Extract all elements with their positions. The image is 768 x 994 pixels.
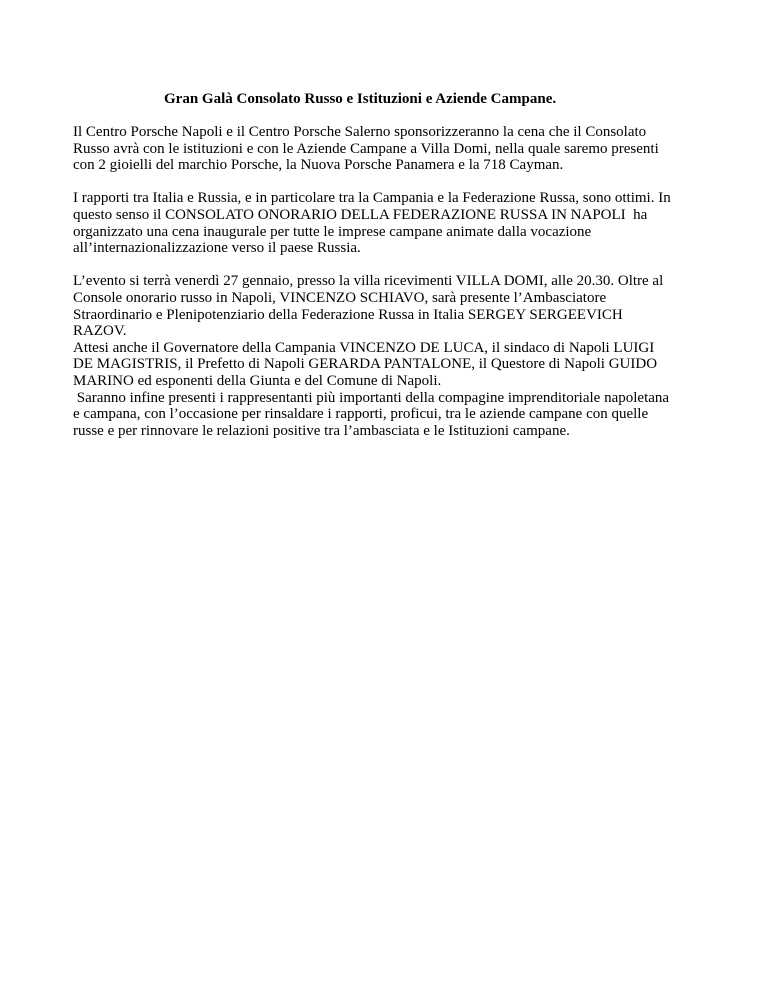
text-line: e campana, con l’occasione per rinsaldare i rapporti, proficui, tra le aziende campane con quelle xyxy=(73,406,649,423)
text-line: Straordinario e Plenipotenziario della Federazione Russa in Italia SERGEY SERGEEVICH xyxy=(73,306,623,323)
text-line: all’internazionalizzazione verso il paese Russia. xyxy=(73,240,361,257)
text-line: MARINO ed esponenti della Giunta e del Comune di Napoli. xyxy=(73,372,442,389)
text-line: Il Centro Porsche Napoli e il Centro Porsche Salerno sponsorizzeranno la cena che il Consolato xyxy=(73,124,647,140)
document-body xyxy=(73,124,713,439)
paragraph-relations xyxy=(73,190,713,256)
text-line: organizzato una cena inaugurale per tutte le imprese campane animate dalla vocazione xyxy=(73,223,592,240)
text-line: I rapporti tra Italia e Russia, e in particolare tra la Campania e la Federazione Russa, sono ottimi. In xyxy=(73,190,671,207)
text-line: Attesi anche il Governatore della Campania VINCENZO DE LUCA, il sindaco di Napoli LUIGI xyxy=(73,339,655,356)
document-title: Gran Galà Consolato Russo e Istituzioni e Aziende Campane. xyxy=(164,91,557,107)
paragraph-guests xyxy=(73,340,713,390)
text-line: Console onorario russo in Napoli, VINCENZO SCHIAVO, sarà presente l’Ambasciatore xyxy=(73,289,607,306)
text-line: RAZOV. xyxy=(73,323,127,340)
paragraph-sponsorship xyxy=(73,124,713,174)
text-line: L’evento si terrà venerdì 27 gennaio, presso la villa ricevimenti VILLA DOMI, alle 20.30. Oltre al xyxy=(73,273,664,290)
paragraph-closing xyxy=(73,390,713,440)
text-line: DE MAGISTRIS, il Prefetto di Napoli GERARDA PANTALONE, il Questore di Napoli GUIDO xyxy=(73,356,658,373)
text-line: con 2 gioielli del marchio Porsche, la Nuova Porsche Panamera e la 718 Cayman. xyxy=(73,157,564,174)
text-line: Saranno infine presenti i rappresentanti più importanti della compagine imprenditoriale napoletana xyxy=(73,389,670,406)
paragraph-event xyxy=(73,273,713,339)
text-line: Russo avrà con le istituzioni e con le Aziende Campane a Villa Domi, nella quale saremo presenti xyxy=(73,140,659,157)
text-line: questo senso il CONSOLATO ONORARIO DELLA FEDERAZIONE RUSSA IN NAPOLI ha xyxy=(73,206,648,223)
text-line: russe e per rinnovare le relazioni positive tra l’ambasciata e le Istituzioni campane. xyxy=(73,422,570,439)
